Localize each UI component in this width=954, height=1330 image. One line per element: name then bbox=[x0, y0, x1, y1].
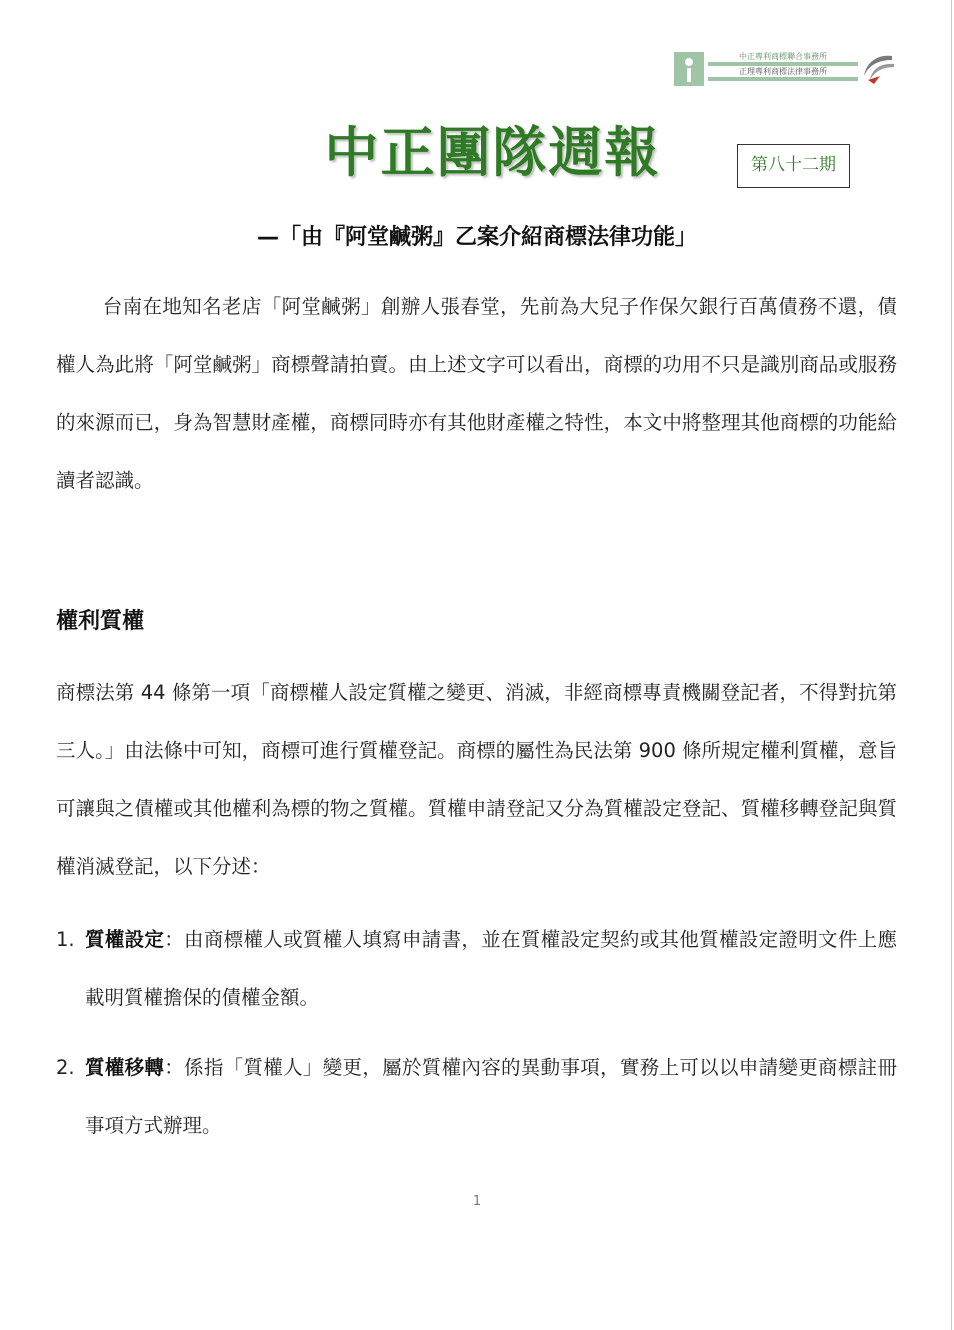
page-edge-line bbox=[951, 0, 952, 1330]
issue-number-box: 第八十二期 bbox=[737, 144, 850, 188]
list-item-number: 1. bbox=[56, 928, 75, 951]
list-item-number: 2. bbox=[56, 1056, 75, 1079]
section-paragraph: 商標法第 44 條第一項「商標權人設定質權之變更、消滅，非經商標專責機關登記者，不得對抗第三人。」由法條中可知，商標可進行質權登記。商標的屬性為民法第 900 條所規定權利質權，意旨可讓與之債權或其他權利為標的物之質權。質權申請登記又分為質權設定登記、質權移轉登記與質權消滅登記，以下分述： bbox=[56, 681, 897, 878]
list-item bbox=[56, 911, 897, 1027]
list-item-term: 質權移轉 bbox=[85, 1056, 165, 1079]
page-title: 中正團隊週報 bbox=[324, 121, 661, 184]
logo-line-2: 正理專利商標法律事務所 bbox=[739, 67, 827, 76]
intro-paragraph: 台南在地知名老店「阿堂鹹粥」創辦人張春堂，先前為大兒子作保欠銀行百萬債務不還，債權人為此將「阿堂鹹粥」商標聲請拍賣。由上述文字可以看出，商標的功用不只是識別商品或服務的來源而已，身為智慧財產權，商標同時亦有其他財產權之特性，本文中將整理其他商標的功能給讀者認識。 bbox=[56, 295, 897, 492]
list-item-text: ：由商標權人或質權人填寫申請書，並在質權設定契約或其他質權設定證明文件上應載明質權擔保的債權金額。 bbox=[85, 928, 897, 1009]
article-subtitle: —「由『阿堂鹹粥』乙案介紹商標法律功能」 bbox=[256, 225, 697, 250]
section-heading: 權利質權 bbox=[56, 609, 145, 634]
logo-band bbox=[708, 62, 858, 66]
logo-text bbox=[708, 52, 858, 86]
logo-swoosh-icon bbox=[858, 52, 896, 86]
list-item bbox=[56, 1039, 897, 1155]
firm-logo bbox=[674, 52, 896, 86]
list-item-term: 質權設定 bbox=[85, 928, 165, 951]
page-number: 1 bbox=[472, 1194, 482, 1209]
logo-mark-icon bbox=[674, 52, 704, 86]
list-item-text: ：係指「質權人」變更，屬於質權內容的異動事項，實務上可以以申請變更商標註冊事項方式辦理。 bbox=[85, 1056, 897, 1137]
logo-line-1: 中正專利商標聯合事務所 bbox=[739, 52, 827, 61]
logo-band bbox=[708, 77, 858, 81]
